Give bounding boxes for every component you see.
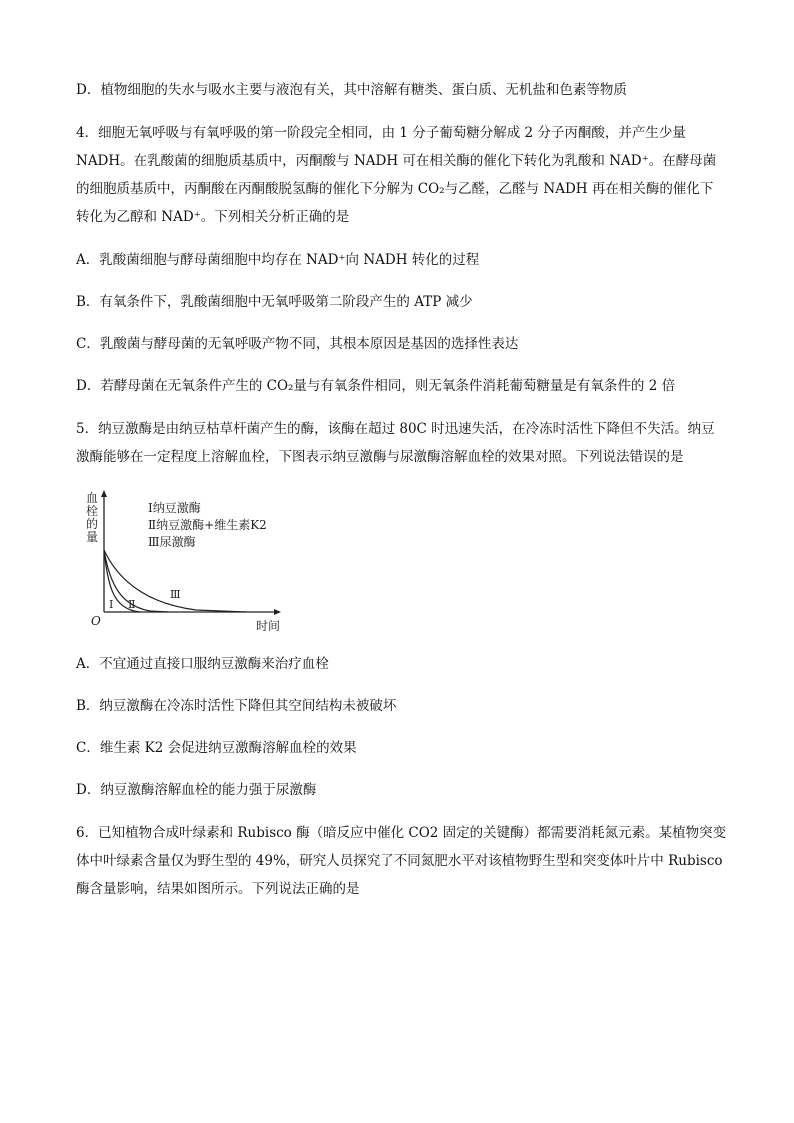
q5-option-d: D．纳豆激酶溶解血栓的能力强于尿激酶 — [76, 782, 317, 798]
origin-label: O — [91, 614, 101, 628]
x-axis-label: 时间 — [256, 619, 281, 633]
q4-option-c: C．乳酸菌与酵母菌的无氧呼吸产物不同，其根本原因是基因的选择性表达 — [76, 336, 519, 352]
q3-option-d: D．植物细胞的失水与吸水主要与液泡有关，其中溶解有糖类、蛋白质、无机盐和色素等物质 — [76, 82, 627, 98]
q5-option-c: C．维生素 K2 会促进纳豆激酶溶解血栓的效果 — [76, 740, 357, 756]
y-axis-arrow — [101, 490, 107, 497]
q6-stem-line-1: 6．已知植物合成叶绿素和 Rubisco 酶（暗反应中催化 CO2 固定的关键酶）都需要消耗氮元素。某植物突变 — [76, 825, 727, 841]
q6-stem-line-2: 体中叶绿素含量仅为野生型的 49%，研究人员探究了不同氮肥水平对该植物野生型和突变体叶片中 Rubisco — [76, 853, 723, 869]
q4-stem-line-4: 转化为乙醇和 NAD⁺。下列相关分析正确的是 — [76, 209, 350, 225]
q6-stem-line-3: 酶含量影响，结果如图所示。下列说法正确的是 — [76, 881, 360, 897]
q4-stem-line-1: 4．细胞无氧呼吸与有氧呼吸的第一阶段完全相同，由 1 分子葡萄糖分解成 2 分子丙酮酸，并产生少量 — [76, 125, 686, 141]
q5-stem-line-1: 5．纳豆激酶是由纳豆枯草杆菌产生的酶，该酶在超过 80C 时迅速失活，在冷冻时活性下降但不失活。纳豆 — [76, 421, 715, 437]
q4-option-b: B．有氧条件下，乳酸菌细胞中无氧呼吸第二阶段产生的 ATP 减少 — [76, 294, 473, 310]
q5-stem-line-2: 激酶能够在一定程度上溶解血栓，下图表示纳豆激酶与尿激酶溶解血栓的效果对照。下列说法错误的是 — [76, 449, 684, 465]
x-axis-arrow — [274, 609, 281, 615]
q4-option-d: D．若酵母菌在无氧条件产生的 CO₂量与有氧条件相同，则无氧条件消耗葡萄糖量是有氧条件的 2 倍 — [76, 378, 676, 394]
series-iii-curve — [104, 550, 246, 612]
series-ii-label: Ⅱ — [128, 598, 136, 611]
series-i-label: Ⅰ — [109, 598, 114, 611]
series-ii-curve — [104, 550, 168, 612]
q4-option-a: A．乳酸菌细胞与酵母菌细胞中均存在 NAD⁺向 NADH 转化的过程 — [76, 252, 480, 268]
thrombus-chart — [76, 488, 296, 638]
legend-item-3: Ⅲ尿激酶 — [148, 535, 196, 549]
q4-stem-line-2: NADH。在乳酸菌的细胞质基质中，丙酮酸与 NADH 可在相关酶的催化下转化为乳酸和 NAD⁺。在酵母菌 — [76, 153, 717, 169]
q4-stem-line-3: 的细胞质基质中，丙酮酸在丙酮酸脱氢酶的催化下分解为 CO₂与乙醛，乙醛与 NADH 再在相关酶的催化下 — [76, 181, 714, 197]
series-iii-label: Ⅲ — [170, 588, 181, 601]
y-axis-label: 血栓的量 — [86, 491, 99, 544]
q5-option-a: A．不宜通过直接口服纳豆激酶来治疗血栓 — [76, 656, 329, 672]
legend-item-1: Ⅰ纳豆激酶 — [148, 501, 201, 515]
legend-item-2: Ⅱ纳豆激酶+维生素K2 — [148, 518, 267, 532]
q5-option-b: B．纳豆激酶在冷冻时活性下降但其空间结构未被破坏 — [76, 698, 397, 714]
